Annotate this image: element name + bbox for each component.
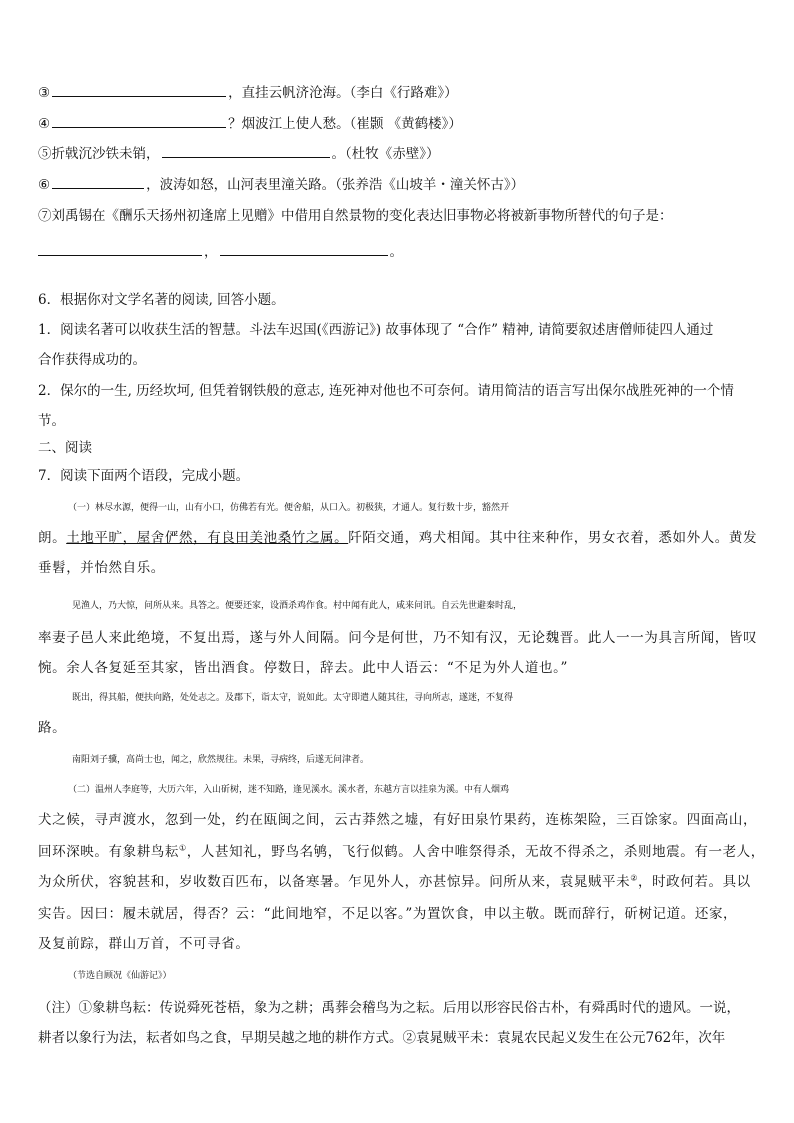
answer-blank[interactable] [38, 241, 202, 256]
passage-1-line: （一）林尽水源，便得一山，山有小口，仿佛若有光。便舍船，从口入。初极狭，才通人。复行数十步，豁然开 [68, 503, 510, 513]
item-text: ，波涛如怒，山河表里潼关路。（张养浩《山坡羊・潼关怀古》） [146, 177, 525, 193]
passage-2-line: 及复前踪，群山万首，不可寻省。 [38, 936, 250, 952]
question-7-title: 7．阅读下面两个语段，完成小题。 [38, 468, 250, 484]
fill-item-6 [38, 174, 764, 195]
passage-2-line: 犬之候，寻声渡水，忽到一处，约在瓯闽之间，云古莽然之墟，有好田泉竹果药，连栋架险，三百馀家。四面高山， [38, 812, 758, 828]
passage-2-line: （二）温州人李庭等，大历六年，入山斫树，迷不知路，逢见溪水。溪水者，东越方言以挂泉为溪。中有人烟鸡 [68, 785, 510, 795]
fill-item-5 [38, 143, 764, 164]
answer-blank[interactable] [220, 241, 388, 256]
passage-source: （节选自顾况《仙游记》） [68, 971, 172, 981]
annotation-line: （注）①象耕鸟耘：传说舜死苍梧，象为之耕；禹葬会稽鸟为之耘。后用以形容民俗古朴，有舜禹时代的遗风。一说， [38, 1000, 740, 1016]
passage-text: ，人甚知礼，野鸟名鸲，飞行似鹤。人舍中唯祭得杀，无故不得杀之，杀则地震。有一老人， [186, 844, 765, 860]
passage-text: 阡陌交通，鸡犬相闻。其中往来种作，男女衣着，悉如外人。黄发 [348, 530, 758, 546]
passage-2-line [38, 842, 764, 862]
item-text: ？烟波江上使人愁。（崔颢 《黄鹤楼》） [228, 116, 462, 132]
answer-blank[interactable] [52, 113, 226, 128]
item-text: 。（杜牧《赤壁》） [331, 146, 440, 162]
passage-1-line: 见渔人，乃大惊，问所从来。具答之。便要还家，设酒杀鸡作食。村中闻有此人，咸来问讯。自云先世避秦时乱， [72, 601, 523, 611]
passage-1-line: 率妻子邑人来此绝境，不复出焉，遂与外人间隔。问今是何世，乃不知有汉，无论魏晋。此人一一为具言所闻，皆叹 [38, 630, 758, 646]
passage-text: 为众所伏，容貌甚和，岁收数百匹布，以备寒暑。乍见外人，亦甚惊异。问所从来，袁晁贼平未 [38, 874, 631, 890]
period: 。 [389, 244, 403, 260]
footnote-marker: ② [630, 873, 638, 883]
footnote-marker: ① [179, 843, 187, 853]
fill-item-4 [38, 113, 764, 134]
passage-2-line [38, 872, 764, 892]
annotation-line: 耕者以象行为法，耘者如鸟之食，早期吴越之地的耕作方式。②袁晁贼平未：袁晁农民起义发生在公元762年，次年 [38, 1030, 726, 1046]
question-6-sub2: 2．保尔的一生, 历经坎坷, 但凭着钢铁般的意志, 连死神对他也不可奈何。请用简洁的语言写出保尔战胜死神的一个情 [38, 383, 734, 399]
item-number: ③ [38, 85, 51, 101]
passage-1-line: 惋。余人各复延至其家，皆出酒食。停数日，辞去。此中人语云：“不足为外人道也。” [38, 660, 568, 676]
fill-item-7-answer [38, 241, 764, 262]
passage-1-line [38, 528, 764, 548]
fill-item-3 [38, 82, 764, 103]
question-6-sub2-cont: 节。 [38, 413, 65, 429]
item-text: ，直挂云帆济沧海。（李白《行路难》） [228, 85, 458, 101]
question-6-title: 6．根据你对文学名著的阅读, 回答小题。 [38, 292, 285, 308]
fill-item-7 [38, 206, 764, 226]
answer-blank[interactable] [52, 174, 144, 189]
item-text: ⑤折戟沉沙铁未销， [38, 146, 160, 162]
item-number: ④ [38, 116, 51, 132]
passage-1-line: 南阳刘子骥，高尚士也，闻之，欣然规往。未果，寻病终，后遂无问津者。 [72, 755, 370, 765]
underlined-sentence: 土地平旷，屋舍俨然，有良田美池桑竹之属。 [66, 530, 349, 546]
passage-1-line: 路。 [38, 720, 67, 736]
separator: ， [204, 244, 218, 260]
question-6-sub1: 1．阅读名著可以收获生活的智慧。斗法车迟国(《西游记》) 故事体现了 “合作” 精神, 请简要叙述唐僧师徒四人通过 [38, 322, 714, 338]
passage-text: 朗。 [38, 530, 67, 546]
item-text: ⑦刘禹锡在《酬乐天扬州初逢席上见赠》中借用自然景物的变化表达旧事物必将被新事物所替代的句子是： [38, 208, 673, 224]
item-number: ⑥ [38, 177, 51, 193]
section-title: 二、阅读 [38, 440, 92, 456]
answer-blank[interactable] [162, 143, 330, 158]
passage-2-line: 实告。因曰：履未就居，得否？云：“此间地窄，不足以客。”为置饮食，申以主敬。既而辞行，斫树记道。还家， [38, 906, 738, 922]
passage-1-line: 垂髫，并怡然自乐。 [38, 560, 165, 576]
passage-text: ，时政何若。具以 [637, 874, 751, 890]
question-6-sub1-cont: 合作获得成功的。 [38, 352, 146, 368]
passage-text: 回环深映。有象耕鸟耘 [38, 844, 179, 860]
passage-1-line: 既出，得其船，便扶向路，处处志之。及郡下，诣太守，说如此。太守即遣人随其往，寻向所志，遂迷，不复得 [72, 693, 514, 703]
answer-blank[interactable] [52, 82, 226, 97]
